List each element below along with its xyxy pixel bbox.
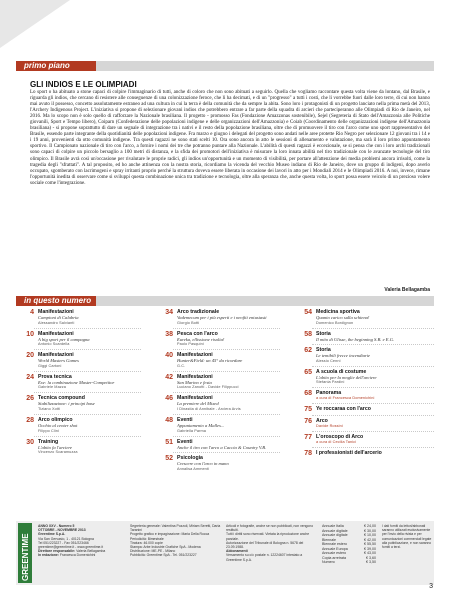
toc-item[interactable] <box>155 439 280 451</box>
toc-subtitle: Stabilizzazione: i principi base <box>38 401 95 407</box>
design-info: Progetto grafico e impaginazione: Maria Della Rocca <box>130 532 210 537</box>
toc-separator <box>312 366 434 367</box>
colophon-col-3 <box>226 524 318 562</box>
price-value: € 10,00 <box>364 533 376 537</box>
editorial-label: In redazione: <box>38 553 59 558</box>
toc-separator <box>34 436 141 437</box>
reproduction-info: Tutti i diritti sono riservati. Vietata la riproduzione anche parziale. <box>226 532 310 541</box>
article-author: Valeria Bellagamba <box>384 287 430 293</box>
toc-subtitle: La premiere del Mixed <box>177 401 219 407</box>
toc-separator <box>173 414 280 415</box>
toc-item[interactable] <box>155 417 280 434</box>
toc-subtitle: Le temibili frecce incendiarie <box>316 353 371 359</box>
toc-title: Manifestazioni <box>38 309 74 315</box>
toc-page-number: 42 <box>165 373 173 381</box>
toc-title: Prova tecnica <box>38 373 72 380</box>
toc-page-number: 65 <box>304 368 312 376</box>
toc-item[interactable] <box>294 450 434 457</box>
toc-subtitle: Occhio al center shot <box>38 422 78 428</box>
publisher-email[interactable]: greentime@greentime.it - www.greentime.it <box>38 545 104 550</box>
toc-page-number: 54 <box>304 309 312 316</box>
toc-item[interactable] <box>294 331 434 343</box>
authorization-info: Autorizzazione del Tribunale di Bologna n. 5678 del 23.09.1988. <box>226 540 304 550</box>
toc-author: Antonio Scardella <box>38 342 70 347</box>
toc-item[interactable] <box>155 455 280 472</box>
toc-title: Arco olimpico <box>38 416 73 423</box>
toc-item[interactable] <box>294 309 434 326</box>
toc-separator <box>34 371 141 372</box>
greentime-logo <box>18 523 32 583</box>
price-label: Annuale digitale <box>322 528 348 533</box>
toc-separator <box>173 328 280 329</box>
price-value: € 3,50 <box>366 560 376 564</box>
toc-page-number: 78 <box>304 450 312 458</box>
toc-page-number: 51 <box>165 438 173 446</box>
toc-subtitle: Anche il tiro con l'arco a Caccia & Country V.B. <box>177 444 267 450</box>
toc-author: Giggi Cartoni <box>38 363 62 368</box>
in-questo-numero-label: in questo numero <box>24 296 92 305</box>
in-questo-numero-strip <box>96 296 434 306</box>
toc-title: Manifestazioni <box>177 373 213 380</box>
toc-item[interactable] <box>16 395 141 412</box>
toc-subtitle: World Masters Games <box>38 358 79 364</box>
toc-page-number: 62 <box>304 347 312 355</box>
price-label: Copia arretrata <box>322 555 346 560</box>
primo-piano-label: primo piano <box>24 61 70 70</box>
price-label: Annuale Europa <box>322 546 348 551</box>
publisher-address: Via San Gervasio, 1 - 40121 Bologna <box>38 536 94 541</box>
segreteria-info: Segreteria generale: Valentina Pozzoli, Miriam Seretti, Daria Taranini <box>130 524 221 533</box>
toc-title: L'oroscopo di Arco <box>316 434 364 441</box>
toc-subtitle: Crescere con l'arco in mano <box>177 461 229 467</box>
toc-page-number: 20 <box>26 352 34 360</box>
toc-page-number: 4 <box>30 309 34 316</box>
primo-piano-strip <box>96 61 434 71</box>
price-row <box>322 560 376 565</box>
toc-item[interactable] <box>16 439 141 456</box>
toc-page-number: 77 <box>304 434 312 442</box>
toc-title: Arco <box>316 418 328 425</box>
toc-subtitle: Campioni di Calabria <box>38 315 79 320</box>
toc-author: I Dinastia di Annibale - Arciera Arvis <box>177 406 241 411</box>
toc-title: Ye roccaraa con l'arco <box>316 406 371 413</box>
subscription-prices <box>322 524 376 565</box>
price-value: € 30,00 <box>364 528 376 533</box>
toc-subtitle: Appuntamento a Malles... <box>177 422 225 428</box>
greentime-logo-text: GREENTIME <box>21 533 30 581</box>
toc-author: Alessandro Salvianti <box>38 320 75 325</box>
toc-author: Stefania Pardini <box>316 380 345 385</box>
toc-subtitle: Exe: la combinazione Master-Competitor <box>38 379 115 385</box>
toc-title: Eventi <box>177 438 193 445</box>
toc-page-number: 30 <box>26 438 34 446</box>
toc-author: Gabriella Parma <box>177 428 206 433</box>
toc-separator <box>312 387 434 388</box>
toc-title: Training <box>38 438 59 445</box>
issue-number: ANNO XXV - Numero 5 <box>38 524 75 528</box>
toc-separator <box>34 392 141 393</box>
director-name: Valeria Bellagamba <box>76 549 106 554</box>
toc-item[interactable] <box>294 390 434 401</box>
toc-page-number: 75 <box>304 406 312 414</box>
toc-title: Manifestazioni <box>177 352 213 359</box>
periodicity-info: Periodicità: Bimestrale <box>130 536 164 541</box>
toc-title: Arco tradizionale <box>177 309 220 315</box>
price-label: Numero <box>322 560 335 564</box>
toc-page-number: 24 <box>26 373 34 381</box>
toc-author: a cura di Cecilia Tanici <box>316 440 357 445</box>
toc-item[interactable] <box>155 395 280 412</box>
toc-item[interactable] <box>16 331 141 348</box>
toc-separator <box>173 436 280 437</box>
toc-title: Storia <box>316 330 331 337</box>
toc-page-number: 40 <box>165 352 173 360</box>
toc-page-number: 10 <box>26 330 34 338</box>
toc-title: Manifestazioni <box>38 352 74 359</box>
price-value: € 3,60 <box>366 555 376 560</box>
toc-title: Panorama <box>316 390 342 397</box>
price-label: Biennale <box>322 537 336 542</box>
toc-title: I professionisti dell'arcerio <box>316 450 382 457</box>
toc-title: Pesca con l'arco <box>177 330 218 337</box>
editorial-name: Francesca Domenichini <box>59 553 96 558</box>
printing-info: Stampa: Arbe Industrie Grafiche SpA - Modena <box>130 545 201 550</box>
toc-author: Alessio Cenni <box>316 358 341 363</box>
toc-item[interactable] <box>16 352 141 369</box>
price-value: € 43,00 <box>364 551 376 555</box>
toc-title: Psicologia <box>177 455 203 462</box>
toc-author: Tiziano Xotti <box>38 406 61 411</box>
toc-author: Davide Rossini <box>316 424 343 429</box>
toc-author: Vincenzo Scaramuzza <box>38 450 78 455</box>
toc-separator <box>312 431 434 432</box>
toc-page-number: 68 <box>304 390 312 398</box>
toc-page-number: 76 <box>304 418 312 426</box>
toc-item[interactable] <box>294 406 434 413</box>
toc-title: Tecnica compound <box>38 395 85 402</box>
toc-page-number: 28 <box>26 416 34 424</box>
article-body: Lo sport o ha abituato a stone capaci di colpire l'immaginario di tutti, anche di coloro che non sono abituati a seguirlo. Quella che vogliamo raccontare questa volta viene da lontano, dal Brasile, e riguarda gli indios, che cercano di resistere alle conseguenze di una colonizzazione feroce, che li ha decimati, e di un "progresso" a tutti i costi, che li vorrebbe fuori dalle loro terre, di cui non hanno mai avuto il possesso, concetto assolutamente estraneo ad una cultura in cui la terra è della comunità che da sempre la abita. Sono loro i protagonisti di un progetto lanciato nella prima metà del 2013, l'Archery Indigenous Project. L'iniziativa si propone di selezionare giovani indios che potrebbero entrare a far parte della squadra di arcieri che parteciperanno alle Olimpiadi di Rio de Janeiro, nel 2016. Ma lo scopo non è solo quello di rafforzare la Nazionale brasiliana. Il progetto - promosso Fas (Fondazione Amazzonas sostenibile), Sejel (Segreteria di Stato dell'Amazzonia alle Politiche giovanili, Sport e Tempo libero), Coiparn (Confederazione delle popolazioni indigene e delle organizzazioni dell'Amazzonia) e Coiab (Coordinamento delle organizzazioni indigene dell'Amazzonia brasiliana) - si propone soprattutto di dare un segnale di integrazione tra i nativi e il resto della popolazione brasiliana, oltre che di promuovere il tiro con l'arco come uno sport rappresentativo del Brasile, essendo parte integrante della quotidianità delle popolazioni indigene. Fra marzo e giugno i delegati del progetto sono andati nelle aree protette Rio Negro per selezionare 12 giovani tra i 14 e i 19 anni, provenienti da otto comunità indigene. Tra questi ragazzi ne sono stati scelti 10. Ora sono ancora in atto le sessioni di allenamento e valutazione, ma sarà il loro primo appuntamento sportivo. Il Campionato nazionale di tiro con l'arco, a fornire i nomi dei tre che potranno puntare alla Nazionale. L'abilità di questi ragazzi è eccezionale, se si pensa che con i loro archi tradizionali sono capaci di colpire un piccolo bersaglio a 100 metri di distanza, e la sfida dei promotori dell'iniziativa è misurare la loro innata abilità nel tiro tradizionale con le avanzate tecnologie del tiro olimpico. Il Brasile avrà così un'occasione per rivalutare le proprie radici, gli indios un'opportunità e un momento di visibilità, per portare all'attenzione dei media problemi ancora irrisolti, come la tragedia degli "sfrattati". A tal proposito, ed ho anche attinenza con la nostra storia, ricordiamo la vicenda del vecchio Museo indiano di Rio de Janeiro, dove un gruppo di indigeni, dopo averlo occupato, sgomberato con lacrimogeni e spray irritanti proprio perché la struttura doveva essere liberata in occasione dei lavori in atto per i Mondiali 2014 e le Olimpiadi 2016. A noi, invece, rimane l'opportunità inedita di osservare come si sviluppi questa combinazione unica tra tradizione e tecnologia, oltre alla speranza che, anche questa volta, lo sport possa essere veicolo di un prezioso volere sociale come l'integrazione. <box>30 90 430 186</box>
subscriptions-heading: Abbonamenti <box>226 549 248 554</box>
rights-info: Articoli e fotografie, anche se non pubblicati, non vengono restituiti. <box>226 524 314 533</box>
toc-item[interactable] <box>294 369 434 386</box>
toc-separator <box>312 328 434 329</box>
article-title: GLI INDIOS E LE OLIMPIADI <box>30 80 137 89</box>
toc-item[interactable] <box>294 434 434 445</box>
toc-separator <box>34 328 141 329</box>
toc-author: Gabriele Mazza <box>38 385 66 390</box>
price-value: € 39,00 <box>364 546 376 551</box>
page-number: 3 <box>429 583 433 590</box>
colophon-col-1 <box>38 524 126 558</box>
toc-subtitle: Vademecum per i più esperti e i neofiti entusiasti <box>177 315 267 320</box>
toc-separator <box>312 344 434 345</box>
toc-author: Domenico Bordignon <box>316 320 354 325</box>
print-run-info: Tiratura: 46.000 copie <box>130 540 163 545</box>
toc-subtitle: L'abito per la moglie dell'arciere <box>316 374 377 380</box>
toc-subtitle: San Marino e festa <box>177 379 212 385</box>
toc-item[interactable] <box>155 331 280 348</box>
toc-page-number: 48 <box>165 416 173 424</box>
toc-separator <box>312 415 434 416</box>
toc-author: a cura di Francesca Domenichini <box>316 396 375 401</box>
toc-column-2 <box>155 309 280 474</box>
toc-subtitle: Quanto carico sulla schiena! <box>316 315 370 320</box>
toc-page-number: 52 <box>165 455 173 463</box>
toc-author: G.C. <box>177 363 186 368</box>
toc-author: Giorgio Botti <box>177 320 200 325</box>
price-value: € 42,00 <box>364 537 376 542</box>
toc-separator <box>312 447 434 448</box>
toc-page-number: 58 <box>304 330 312 338</box>
toc-title: Manifestazioni <box>177 395 213 402</box>
toc-item[interactable] <box>294 347 434 364</box>
toc-title: Storia <box>316 347 331 354</box>
publisher-phone: Tel 051/223227 - Fax 051/223466 <box>38 540 89 545</box>
toc-item[interactable] <box>16 374 141 391</box>
toc-subtitle: L'abito fa l'arciere <box>38 444 73 450</box>
toc-item[interactable] <box>155 374 280 391</box>
toc-subtitle: Hunter&Field: un 45° da ricordare <box>177 358 243 364</box>
toc-item[interactable] <box>294 418 434 429</box>
price-value: € 24,00 <box>364 524 376 528</box>
toc-separator <box>34 349 141 350</box>
publisher-name: Greentime S.p.A. <box>38 532 66 537</box>
toc-item[interactable] <box>155 309 280 326</box>
colophon-col-2 <box>130 524 222 558</box>
privacy-note: I dati forniti da lettori/abbonati saranno utilizzati esclusivamente per l'invio della rivista e per comunicazioni commerciali legate alla pubblicazione, e non saranno forniti a terzi. <box>382 524 432 550</box>
toc-separator <box>173 349 280 350</box>
toc-separator <box>173 452 280 453</box>
advertising-info: Pubblicità: Greentime SpA - Tel. 051/223227 <box>130 553 197 558</box>
toc-item[interactable] <box>155 352 280 369</box>
toc-separator <box>312 403 434 404</box>
price-label: Biennale estero <box>322 542 347 546</box>
toc-page-number: 38 <box>165 330 173 338</box>
toc-author: Paolo Pasquini <box>177 342 204 347</box>
toc-page-number: 46 <box>165 395 173 403</box>
toc-title: Medicina sportiva <box>316 309 360 315</box>
toc-title: Manifestazioni <box>38 330 74 337</box>
toc-column-1 <box>16 309 141 457</box>
toc-item[interactable] <box>16 309 141 326</box>
price-value: € 55,50 <box>364 542 376 546</box>
price-label: Annuale digitale <box>322 533 348 537</box>
toc-title: A scuola di costume <box>316 368 367 375</box>
toc-subtitle: A big sport per il campagna <box>38 336 90 342</box>
distribution-info: Distribuzione: ME-PE - Milano <box>130 549 176 554</box>
toc-title: Eventi <box>177 416 193 423</box>
toc-separator <box>173 371 280 372</box>
price-label: Annuale Italia <box>322 524 344 528</box>
issue-date: OTTOBRE - NOVEMBRE 2013 <box>38 528 86 533</box>
toc-author: Annalisa Ammenti <box>177 466 209 471</box>
price-label: Annuale estero <box>322 551 347 555</box>
toc-subtitle: Eureka, ellissione risolta! <box>177 336 225 342</box>
toc-page-number: 34 <box>165 309 173 316</box>
toc-author: Luciano Zanotti - Davide Filippucci <box>177 385 239 390</box>
page-corner-decoration <box>0 0 70 48</box>
subscriptions-info: Versamento su c/c postale n. 12224607 intestato a Greentime S.p.A. <box>226 553 303 562</box>
toc-page-number: 26 <box>26 395 34 403</box>
toc-column-3 <box>294 309 434 459</box>
toc-separator <box>173 392 280 393</box>
toc-item[interactable] <box>16 417 141 434</box>
toc-subtitle: Il mito di Ulisse, the beginning S.B. e E.G. <box>316 336 395 342</box>
toc-author: Filippo Clini <box>38 428 59 433</box>
toc-separator <box>34 414 141 415</box>
director-label: Direttore responsabile: <box>38 549 76 554</box>
